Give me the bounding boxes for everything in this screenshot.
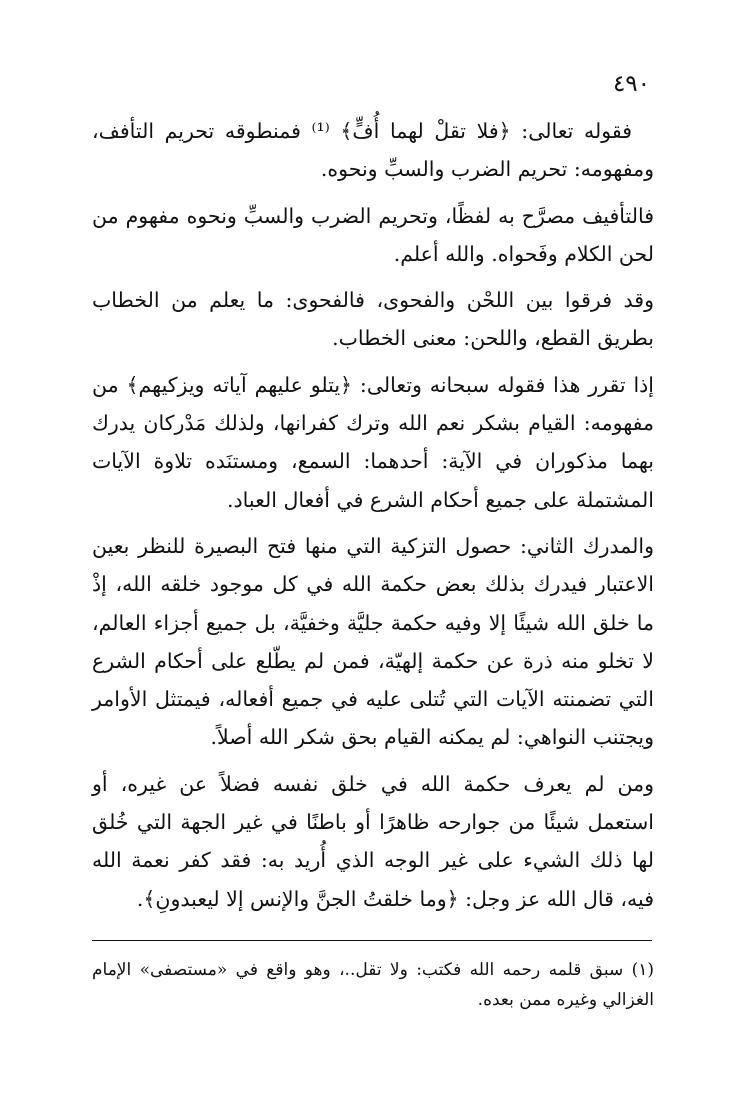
page-number: ٤٩٠ [612,71,650,97]
paragraph-6: ومن لم يعرف حكمة الله في خلق نفسه فضلاً عن غيره، أو استعمل شيئًا من جوارحه ظاهرًا أو باطنًا في غير الجهة التي خُلق لها ذلك الشيء على غير الوجه الذي أُريد به: فقد كفر نعمة الله فيه، قال الله عز وجل: ﴿وما خلقتُ الجنَّ والإنس إلا ليعبدونِ﴾. [92,771,654,911]
footnote-divider [92,940,652,941]
paragraph-2: فالتأفيف مصرَّح به لفظًا، وتحريم الضرب والسبِّ ونحوه مفهوم من لحن الكلام وفَحواه. والله أعلم. [92,203,654,266]
paragraph-5: والمدرك الثاني: حصول التزكية التي منها فتح البصيرة للنظر بعين الاعتبار فيدرك بذلك بعض حكمة الله في كل موجود خلقه الله، إذْ ما خلق الله شيئًا إلا وفيه حكمة جليَّة وخفيَّة، بل جميع أجزاء العالم، لا تخلو منه ذرة عن حكمة إلهيّة، فمن لم يطّلع على أحكام الشرع التي تضمنته الآيات التي تُتلى عليه في جميع أفعاله، فيمتثل الأوامر ويجتنب النواهي: لم يمكنه القيام بحق شكر الله أصلاً. [92,533,654,750]
main-text [92,112,654,926]
footnote-1: (١) سبق قلمه رحمه الله فكتب: ولا تقل..، وهو واقع في «مستصفى» الإمام الغزالي وغيره ممن بعده. [92,960,654,1010]
paragraph-1: فقوله تعالى: ﴿فلا تقلْ لهما أُفٍّ﴾ ⁽¹⁾ فمنطوقه تحريم التأفف، ومفهومه: تحريم الضرب والسبِّ ونحوه. [92,119,654,182]
paragraph-3: وقد فرقوا بين اللحْن والفحوى، فالفحوى: ما يعلم من الخطاب بطريق القطع، واللحن: معنى الخطاب. [92,288,654,351]
paragraph-4: إذا تقرر هذا فقوله سبحانه وتعالى: ﴿يتلو عليهم آياته ويزكيهم﴾ من مفهومه: القيام بشكر نعم الله وترك كفرانها، ولذلك مَدْركان يدرك بهما مذكوران في الآية: أحدهما: السمع، ومستنَده تلاوة الآيات المشتملة على جميع أحكام الشرع في أفعال العباد. [92,372,654,512]
